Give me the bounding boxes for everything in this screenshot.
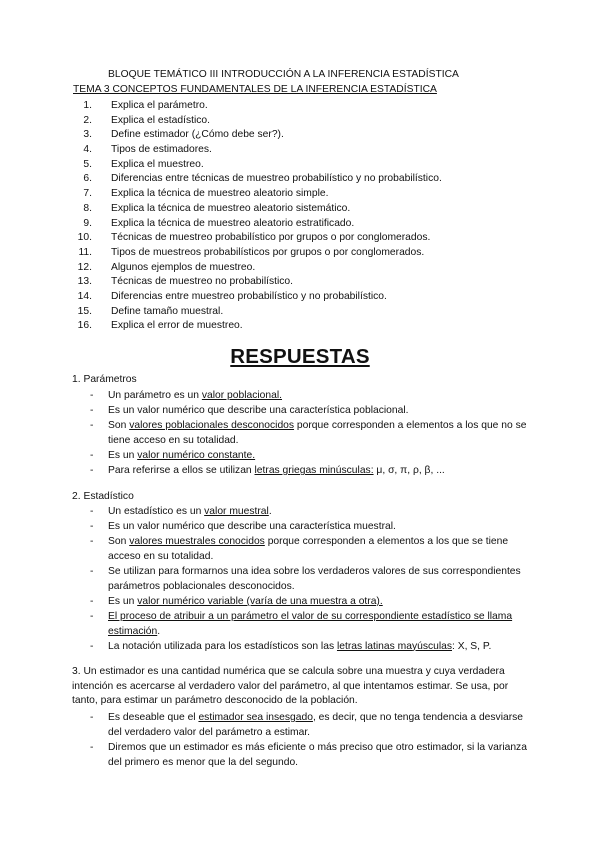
list-item: - Es un valor numérico variable (varía de una muestra a otra).	[90, 595, 530, 610]
list-item: 16. Explica el error de muestreo.	[77, 320, 243, 332]
list-item: 3. Define estimador (¿Cómo debe ser?).	[83, 129, 284, 141]
list-item: - Son valores poblacionales desconocidos porque corresponden a elementos a los que no se tiene acceso en su totalidad.	[90, 419, 530, 448]
section-1-heading: 1. Parámetros	[72, 374, 137, 385]
list-item: - La notación utilizada para los estadísticos son las letras latinas mayúsculas: X, S, P.	[90, 640, 530, 655]
section-1-list	[90, 389, 530, 479]
list-item: - Es deseable que el estimador sea insesgado, es decir, que no tenga tendencia a desviarse del verdadero valor del parámetro a estimar.	[90, 711, 530, 740]
list-item: 10. Técnicas de muestreo probabilístico por grupos o por conglomerados.	[77, 232, 431, 244]
list-item: 2. Explica el estadístico.	[83, 114, 211, 126]
section-2-heading: 2. Estadístico	[72, 491, 134, 502]
list-item: - Un estadístico es un valor muestral.	[90, 505, 530, 520]
list-item: - El proceso de atribuir a un parámetro el valor de su correspondiente estadístico se llama estimación.	[90, 610, 530, 639]
list-item: 12. Algunos ejemplos de muestreo.	[77, 261, 256, 273]
section-2-list	[90, 505, 530, 655]
section-3-list	[90, 711, 530, 771]
list-item: - Son valores muestrales conocidos porque corresponden a elementos a los que se tiene acceso en su totalidad.	[90, 535, 530, 564]
list-item: - Es un valor numérico que describe una característica poblacional.	[90, 404, 530, 419]
list-item: - Se utilizan para formarnos una idea sobre los verdaderos valores de sus correspondientes parámetros poblacionales desconocidos.	[90, 565, 530, 594]
list-item: - Diremos que un estimador es más eficiente o más preciso que otro estimador, si la varianza del primero es menor que la del segundo.	[90, 741, 530, 770]
list-item: 14. Diferencias entre muestreo probabilístico y no probabilístico.	[77, 290, 387, 302]
list-item: 8. Explica la técnica de muestreo aleatorio sistemático.	[83, 202, 351, 214]
section-3-paragraph: 3. Un estimador es una cantidad numérica que se calcula sobre una muestra y cuya verdadera intención es acercarse al verdadero valor del parámetro, al que intentamos estimar. Se usa, por tanto, para estimar un parámetro desconocido de la población.	[72, 666, 509, 707]
answers-title: RESPUESTAS	[230, 345, 370, 368]
topic-header: TEMA 3 CONCEPTOS FUNDAMENTALES DE LA INFERENCIA ESTADÍSTICA	[73, 84, 437, 95]
list-item: 6. Diferencias entre técnicas de muestreo probabilístico y no probabilístico.	[83, 173, 442, 185]
list-item: 9. Explica la técnica de muestreo aleatorio estratificado.	[83, 217, 355, 229]
list-item: 7. Explica la técnica de muestreo aleatorio simple.	[83, 188, 329, 200]
block-header: BLOQUE TEMÁTICO III INTRODUCCIÓN A LA INFERENCIA ESTADÍSTICA	[108, 69, 459, 80]
list-item: - Es un valor numérico constante.	[90, 449, 530, 464]
list-item: 15. Define tamaño muestral.	[77, 305, 224, 317]
list-item: - Para referirse a ellos se utilizan letras griegas minúsculas: μ, σ, π, ρ, β, ...	[90, 464, 530, 479]
list-item: - Un parámetro es un valor poblacional.	[90, 389, 530, 404]
question-list	[70, 99, 442, 334]
list-item: 13. Técnicas de muestreo no probabilístico.	[77, 276, 294, 288]
list-item: 5. Explica el muestreo.	[83, 158, 204, 170]
list-item: - Es un valor numérico que describe una característica muestral.	[90, 520, 530, 535]
list-item: 11. Tipos de muestreos probabilísticos por grupos o por conglomerados.	[78, 246, 425, 258]
list-item: 1. Explica el parámetro.	[83, 100, 208, 111]
list-item: 4. Tipos de estimadores.	[83, 144, 212, 156]
